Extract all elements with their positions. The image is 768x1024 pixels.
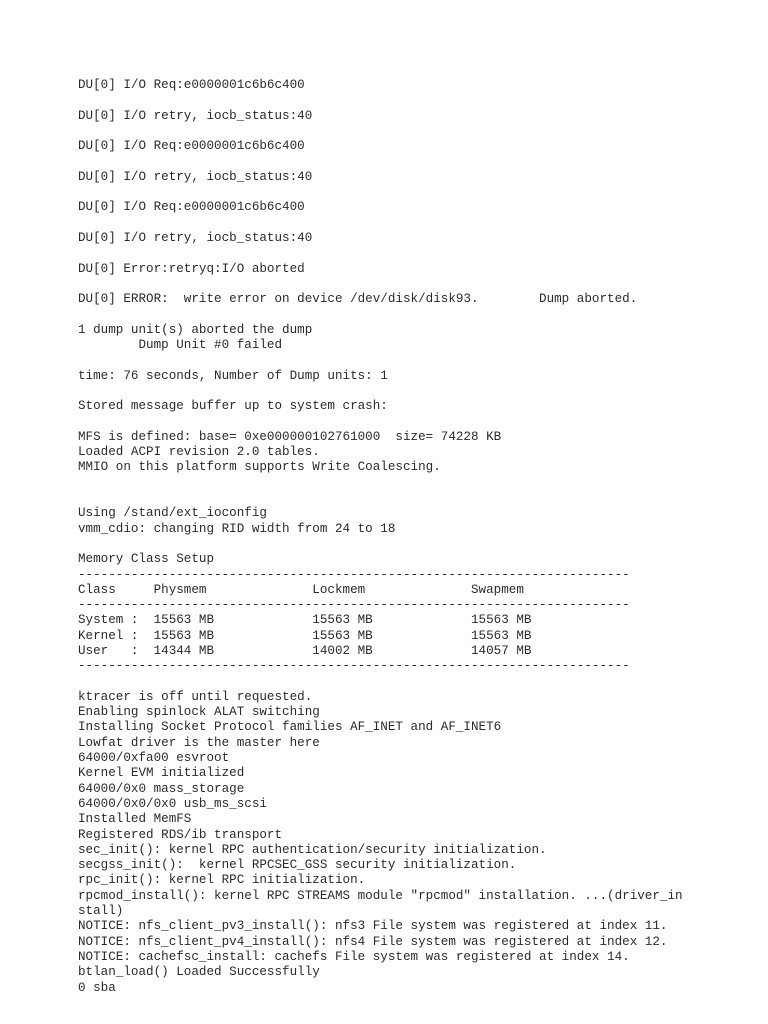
- blank-line: [78, 154, 683, 169]
- log-line: Using /stand/ext_ioconfig: [78, 506, 267, 521]
- log-line: Installed MemFS: [78, 812, 192, 827]
- log-line: rpc_init(): kernel RPC initialization.: [78, 873, 366, 888]
- blank-line: [78, 384, 683, 399]
- log-line: Kernel EVM initialized: [78, 766, 245, 781]
- log-line: NOTICE: cachefsc_install: cachefs File system was registered at index 14.: [78, 949, 630, 964]
- log-line: 64000/0xfa00 esvroot: [78, 751, 230, 766]
- log-line: time: 76 seconds, Number of Dump units: 1: [78, 368, 388, 383]
- log-line: 1 dump unit(s) aborted the dump: [78, 322, 313, 337]
- log-line: Lowfat driver is the master here: [78, 735, 320, 750]
- log-line: -------------------------------------------------------------------------: [78, 567, 630, 582]
- log-line: sec_init(): kernel RPC authentication/security initialization.: [78, 842, 547, 857]
- blank-line: [78, 277, 683, 292]
- blank-line: [78, 93, 683, 108]
- log-line: ktracer is off until requested.: [78, 689, 313, 704]
- log-line: MMIO on this platform supports Write Coalescing.: [78, 460, 441, 475]
- log-line: Memory Class Setup: [78, 552, 215, 567]
- log-line: DU[0] I/O Req:e0000001c6b6c400: [78, 78, 305, 92]
- log-line: DU[0] I/O Req:e0000001c6b6c400: [78, 200, 305, 215]
- log-line: secgss_init(): kernel RPCSEC_GSS security initialization.: [78, 858, 517, 873]
- blank-line: [78, 185, 683, 200]
- blank-line: [78, 353, 683, 368]
- log-line: DU[0] I/O Req:e0000001c6b6c400: [78, 139, 305, 154]
- log-line: DU[0] I/O retry, iocb_status:40: [78, 169, 313, 184]
- blank-line: [78, 124, 683, 139]
- log-line: 64000/0x0 mass_storage: [78, 781, 245, 796]
- blank-line: [78, 216, 683, 231]
- blank-line: [78, 246, 683, 261]
- log-line: vmm_cdio: changing RID width from 24 to 18: [78, 521, 396, 536]
- console-log: [78, 78, 683, 996]
- log-line: -------------------------------------------------------------------------: [78, 659, 630, 674]
- blank-line: [78, 537, 683, 552]
- log-line: Registered RDS/ib transport: [78, 827, 283, 842]
- log-line: Stored message buffer up to system crash:: [78, 399, 388, 414]
- log-line: Installing Socket Protocol families AF_INET and AF_INET6: [78, 720, 502, 735]
- blank-line: [78, 415, 683, 430]
- log-line: DU[0] ERROR: write error on device /dev/disk/disk93. Dump aborted.: [78, 292, 638, 307]
- log-line: 64000/0x0/0x0 usb_ms_scsi: [78, 796, 267, 811]
- blank-line: [78, 675, 683, 690]
- log-line: DU[0] I/O retry, iocb_status:40: [78, 108, 313, 123]
- log-line: rpcmod_install(): kernel RPC STREAMS module "rpcmod" installation. ...(driver_in: [78, 888, 683, 903]
- log-line: btlan_load() Loaded Successfully: [78, 965, 320, 980]
- blank-line: [78, 476, 683, 491]
- log-line: Enabling spinlock ALAT switching: [78, 705, 320, 720]
- log-line: Dump Unit #0 failed: [78, 338, 283, 353]
- log-line: DU[0] I/O retry, iocb_status:40: [78, 230, 313, 245]
- blank-line: [78, 491, 683, 506]
- log-line: 0 sba: [78, 980, 116, 995]
- log-line: DU[0] Error:retryq:I/O aborted: [78, 261, 305, 276]
- log-line: stall): [78, 904, 124, 919]
- log-line: User : 14344 MB 14002 MB 14057 MB: [78, 643, 532, 658]
- log-line: -------------------------------------------------------------------------: [78, 598, 630, 613]
- log-line: NOTICE: nfs_client_pv3_install(): nfs3 File system was registered at index 11.: [78, 919, 668, 934]
- log-line: Loaded ACPI revision 2.0 tables.: [78, 445, 320, 460]
- log-line: Class Physmem Lockmem Swapmem: [78, 582, 524, 597]
- log-line: NOTICE: nfs_client_pv4_install(): nfs4 File system was registered at index 12.: [78, 934, 668, 949]
- blank-line: [78, 307, 683, 322]
- log-line: Kernel : 15563 MB 15563 MB 15563 MB: [78, 628, 532, 643]
- log-line: MFS is defined: base= 0xe000000102761000 size= 74228 KB: [78, 429, 502, 444]
- log-line: System : 15563 MB 15563 MB 15563 MB: [78, 613, 532, 628]
